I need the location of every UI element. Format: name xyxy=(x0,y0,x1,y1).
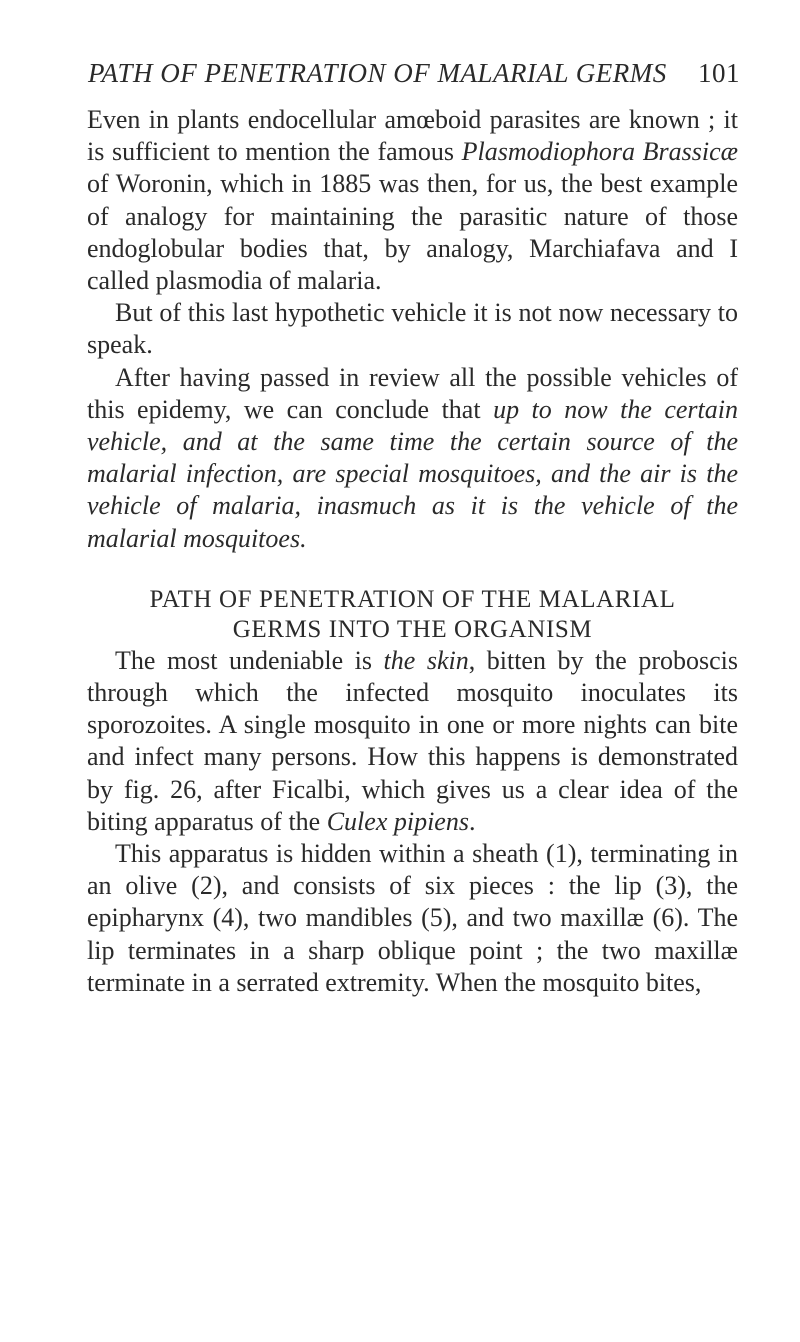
paragraph-hypothetic-vehicle: But of this last hypothetic vehicle it is not now necessary to speak. xyxy=(87,298,738,360)
paragraph-plasmodiophora xyxy=(87,104,738,297)
paragraph-text: , bitten by the proboscis through which the infected mosquito inoculates its sporozoites. A single mosquito in one or more nights can bite and infect many persons. How this happens is demonstrated by fig. 26, after Ficalbi, which gives us a clear idea of the biting apparatus of the xyxy=(87,645,738,836)
section-heading xyxy=(87,585,738,645)
italic-culex-pipiens: Culex pipiens xyxy=(326,806,469,836)
paragraph-text: Even in plants endocellular amœboid parasites are known ; it is sufficient to mention the famous xyxy=(87,105,738,167)
paragraph-apparatus: This apparatus is hidden within a sheath (1), terminating in an olive (2), and consists of six pieces : the lip (3), the epipharynx (4), two mandibles (5), and two maxillæ (6). The lip terminates in a sharp oblique point ; the two maxillæ terminate in a serrated extremity. When the mosquito bites, xyxy=(87,839,738,997)
body-text xyxy=(87,104,738,999)
italic-conclusion: up to now the certain vehicle, and at the same time the certain source of the malarial infection, are special mosquitoes, and the air is the vehicle of malaria, inasmuch as it is the vehicle of the malarial mosquitoes. xyxy=(87,394,738,553)
section-heading-line-1: PATH OF PENETRATION OF THE MALARIAL xyxy=(149,585,676,613)
paragraph-skin xyxy=(87,645,738,838)
italic-the-skin: the skin xyxy=(383,645,469,675)
paragraph-text: of Woronin, which in 1885 was then, for us, the best example of analogy for maintaining the parasitic nature of those endoglobular bodies that, by analogy, Marchiafava and I called plasmodia of malaria. xyxy=(87,169,738,296)
running-head-title: PATH OF PENETRATION OF MALARIAL GERMS xyxy=(88,58,667,88)
running-head xyxy=(88,58,738,88)
page-number: 101 xyxy=(698,58,740,88)
paragraph-text: After having passed in review all the possible vehicles of this epidemy, we can conclude that xyxy=(87,362,738,424)
paragraph-text: . xyxy=(468,806,476,836)
paragraph-text: The most undeniable is xyxy=(115,645,384,675)
section-heading-line-2: GERMS INTO THE ORGANISM xyxy=(232,615,593,643)
italic-species-name: Plasmodiophora Brassicæ xyxy=(461,137,739,167)
paragraph-conclusion xyxy=(87,362,738,555)
